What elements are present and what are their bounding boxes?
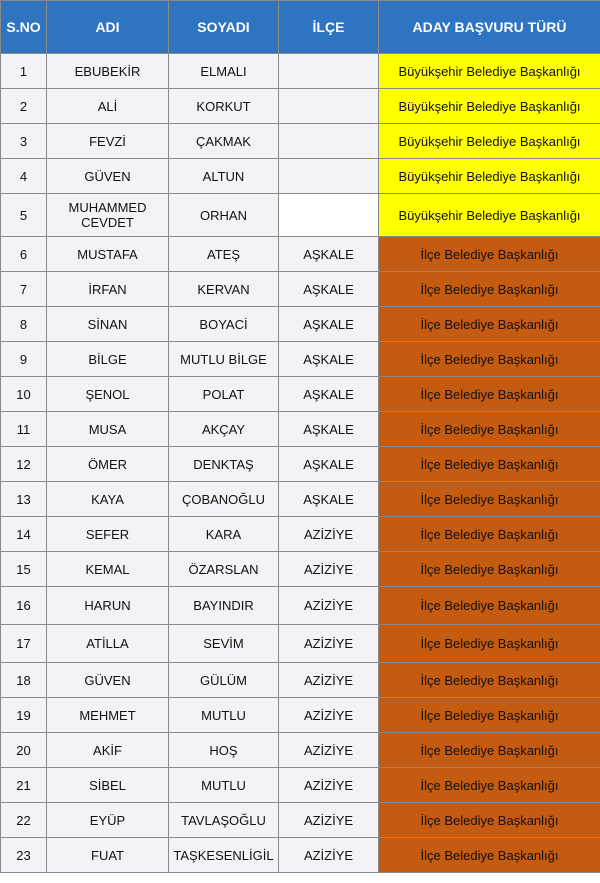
table-row [1,587,600,625]
application-type: İlçe Belediye Başkanlığı [379,412,600,447]
row-number: 12 [1,447,47,482]
last-name: BOYACİ [169,307,279,342]
district: AŞKALE [279,412,379,447]
last-name: MUTLU [169,698,279,733]
first-name: ALİ [47,89,169,124]
application-type: İlçe Belediye Başkanlığı [379,587,600,625]
district [279,89,379,124]
last-name: TAVLAŞOĞLU [169,803,279,838]
first-name: EBUBEKİR [47,54,169,89]
last-name: GÜLÜM [169,663,279,698]
table-row [1,733,600,768]
last-name: KERVAN [169,272,279,307]
district: AŞKALE [279,342,379,377]
application-type: Büyükşehir Belediye Başkanlığı [379,54,600,89]
application-type: İlçe Belediye Başkanlığı [379,733,600,768]
district: AZİZİYE [279,587,379,625]
first-name: SİNAN [47,307,169,342]
district [279,124,379,159]
row-number: 19 [1,698,47,733]
district: AZİZİYE [279,625,379,663]
district: AŞKALE [279,272,379,307]
application-type: İlçe Belediye Başkanlığı [379,377,600,412]
header-soyadi: SOYADI [169,1,279,54]
table-row [1,342,600,377]
last-name: POLAT [169,377,279,412]
last-name: ÇOBANOĞLU [169,482,279,517]
district: AŞKALE [279,237,379,272]
first-name: MUHAMMED CEVDET [47,194,169,237]
table-row [1,54,600,89]
last-name: SEVİM [169,625,279,663]
first-name: KEMAL [47,552,169,587]
last-name: HOŞ [169,733,279,768]
last-name: ÇAKMAK [169,124,279,159]
header-row [1,1,600,54]
first-name: FUAT [47,838,169,873]
table-row [1,377,600,412]
first-name: HARUN [47,587,169,625]
last-name: BAYINDIR [169,587,279,625]
row-number: 13 [1,482,47,517]
table-row [1,625,600,663]
district: AZİZİYE [279,698,379,733]
table-row [1,838,600,873]
district: AŞKALE [279,307,379,342]
table-row [1,412,600,447]
row-number: 10 [1,377,47,412]
application-type: İlçe Belediye Başkanlığı [379,625,600,663]
last-name: ÖZARSLAN [169,552,279,587]
application-type: Büyükşehir Belediye Başkanlığı [379,159,600,194]
first-name: MUSTAFA [47,237,169,272]
header-tur: ADAY BAŞVURU TÜRÜ [379,1,600,54]
row-number: 5 [1,194,47,237]
row-number: 23 [1,838,47,873]
row-number: 6 [1,237,47,272]
district [279,159,379,194]
row-number: 7 [1,272,47,307]
last-name: MUTLU BİLGE [169,342,279,377]
last-name: MUTLU [169,768,279,803]
application-type: Büyükşehir Belediye Başkanlığı [379,194,600,237]
district [279,54,379,89]
application-type: İlçe Belediye Başkanlığı [379,307,600,342]
last-name: ALTUN [169,159,279,194]
row-number: 3 [1,124,47,159]
district: AZİZİYE [279,838,379,873]
first-name: GÜVEN [47,663,169,698]
first-name: MUSA [47,412,169,447]
district: AZİZİYE [279,733,379,768]
district: AZİZİYE [279,663,379,698]
table-row [1,159,600,194]
row-number: 11 [1,412,47,447]
table-row [1,272,600,307]
application-type: İlçe Belediye Başkanlığı [379,237,600,272]
row-number: 8 [1,307,47,342]
district: AZİZİYE [279,768,379,803]
table-row [1,89,600,124]
application-type: İlçe Belediye Başkanlığı [379,768,600,803]
first-name: İRFAN [47,272,169,307]
application-type: İlçe Belediye Başkanlığı [379,342,600,377]
application-type: Büyükşehir Belediye Başkanlığı [379,89,600,124]
table-row [1,517,600,552]
last-name: AKÇAY [169,412,279,447]
last-name: DENKTAŞ [169,447,279,482]
application-type: İlçe Belediye Başkanlığı [379,552,600,587]
table-body [1,54,600,873]
first-name: BİLGE [47,342,169,377]
first-name: EYÜP [47,803,169,838]
district: AŞKALE [279,377,379,412]
application-type: İlçe Belediye Başkanlığı [379,838,600,873]
application-type: İlçe Belediye Başkanlığı [379,272,600,307]
district: AŞKALE [279,482,379,517]
row-number: 15 [1,552,47,587]
first-name: AKİF [47,733,169,768]
last-name: KORKUT [169,89,279,124]
application-type: İlçe Belediye Başkanlığı [379,663,600,698]
table-row [1,194,600,237]
first-name: ÖMER [47,447,169,482]
row-number: 22 [1,803,47,838]
application-type: İlçe Belediye Başkanlığı [379,517,600,552]
last-name: KARA [169,517,279,552]
table-row [1,237,600,272]
table-row [1,768,600,803]
district: AZİZİYE [279,517,379,552]
district: AZİZİYE [279,803,379,838]
table-row [1,698,600,733]
first-name: KAYA [47,482,169,517]
application-type: İlçe Belediye Başkanlığı [379,803,600,838]
header-ilce: İLÇE [279,1,379,54]
first-name: MEHMET [47,698,169,733]
table-row [1,803,600,838]
table-row [1,124,600,159]
last-name: ORHAN [169,194,279,237]
table-row [1,307,600,342]
first-name: SİBEL [47,768,169,803]
row-number: 17 [1,625,47,663]
district [279,194,379,237]
first-name: ŞENOL [47,377,169,412]
first-name: ATİLLA [47,625,169,663]
row-number: 1 [1,54,47,89]
first-name: FEVZİ [47,124,169,159]
header-sno: S.NO [1,1,47,54]
first-name: SEFER [47,517,169,552]
row-number: 9 [1,342,47,377]
application-type: İlçe Belediye Başkanlığı [379,447,600,482]
application-type: İlçe Belediye Başkanlığı [379,482,600,517]
row-number: 21 [1,768,47,803]
row-number: 18 [1,663,47,698]
row-number: 4 [1,159,47,194]
last-name: ATEŞ [169,237,279,272]
district: AZİZİYE [279,552,379,587]
first-name: GÜVEN [47,159,169,194]
row-number: 2 [1,89,47,124]
last-name: ELMALI [169,54,279,89]
district: AŞKALE [279,447,379,482]
row-number: 14 [1,517,47,552]
row-number: 16 [1,587,47,625]
table-row [1,482,600,517]
header-adi: ADI [47,1,169,54]
row-number: 20 [1,733,47,768]
application-type: Büyükşehir Belediye Başkanlığı [379,124,600,159]
table-row [1,552,600,587]
application-type: İlçe Belediye Başkanlığı [379,698,600,733]
last-name: TAŞKESENLİGİL [169,838,279,873]
table-row [1,447,600,482]
table-row [1,663,600,698]
